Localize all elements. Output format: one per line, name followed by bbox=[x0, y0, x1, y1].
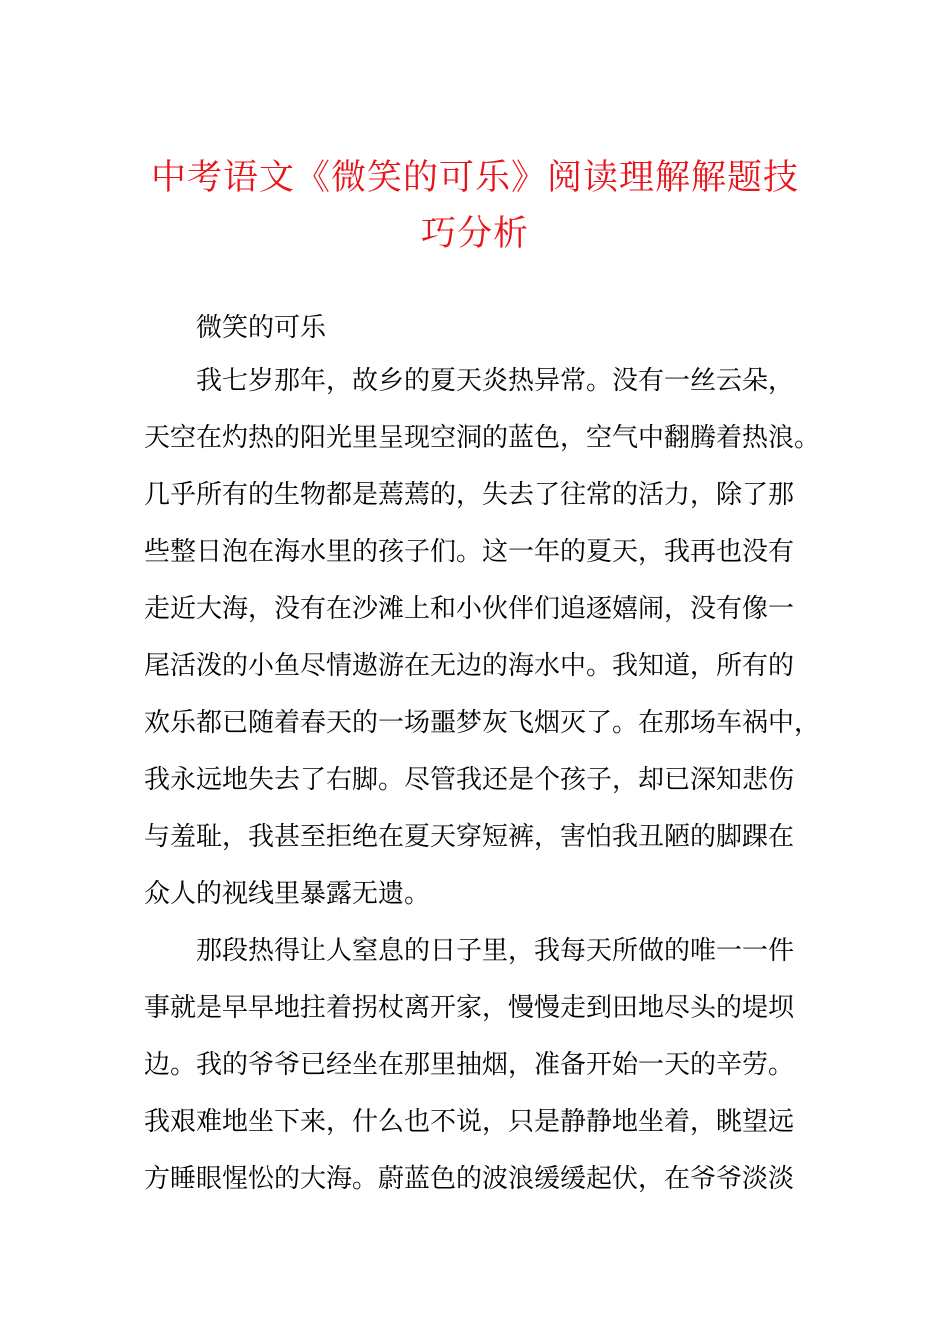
text-line: 几乎所有的生物都是蔫蔫的，失去了往常的活力，除了那 bbox=[144, 480, 795, 510]
text-line: 天空在灼热的阳光里呈现空洞的蓝色，空气中翻腾着热浪。 bbox=[144, 423, 821, 453]
text-line: 边。我的爷爷已经坐在那里抽烟，准备开始一天的辛劳。 bbox=[144, 1050, 795, 1080]
title-line-1: 中考语文《微笑的可乐》阅读理解解题技 bbox=[150, 158, 799, 198]
text-line: 方睡眼惺忪的大海。蔚蓝色的波浪缓缓起伏，在爷爷淡淡 bbox=[144, 1164, 795, 1194]
text-line: 我永远地失去了右脚。尽管我还是个孩子，却已深知悲伤 bbox=[144, 765, 795, 795]
text-line: 众人的视线里暴露无遗。 bbox=[144, 879, 431, 909]
text-line: 事就是早早地拄着拐杖离开家，慢慢走到田地尽头的堤坝 bbox=[144, 993, 795, 1023]
text-line: 与羞耻，我甚至拒绝在夏天穿短裤，害怕我丑陋的脚踝在 bbox=[144, 822, 795, 852]
text-line: 走近大海，没有在沙滩上和小伙伴们追逐嬉闹，没有像一 bbox=[144, 594, 795, 624]
text-line: 我艰难地坐下来，什么也不说，只是静静地坐着，眺望远 bbox=[144, 1107, 795, 1137]
title-line-2: 巧分析 bbox=[420, 214, 529, 254]
text-line: 些整日泡在海水里的孩子们。这一年的夏天，我再也没有 bbox=[144, 537, 795, 567]
text-line: 欢乐都已随着春天的一场噩梦灰飞烟灭了。在那场车祸中， bbox=[144, 708, 821, 738]
section-heading: 微笑的可乐 bbox=[196, 313, 327, 343]
text-line: 我七岁那年，故乡的夏天炎热异常。没有一丝云朵， bbox=[196, 366, 795, 396]
text-line: 那段热得让人窒息的日子里，我每天所做的唯一一件 bbox=[196, 936, 795, 966]
document-title bbox=[140, 150, 810, 262]
text-line: 尾活泼的小鱼尽情遨游在无边的海水中。我知道，所有的 bbox=[144, 651, 795, 681]
